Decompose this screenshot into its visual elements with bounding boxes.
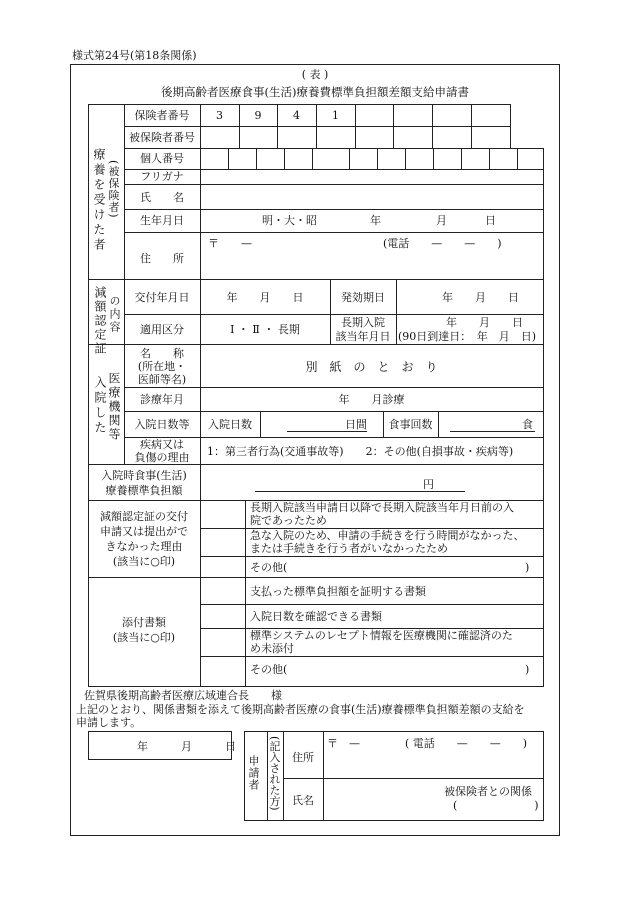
insurer-digit: 1 bbox=[332, 109, 339, 122]
reasons-label-4: (該当に○印) bbox=[112, 555, 176, 568]
long-stay-label-1: 長期入院 bbox=[341, 316, 385, 329]
applicant-label: 申請者 bbox=[247, 755, 260, 791]
birth-label: 生年月日 bbox=[140, 214, 184, 227]
addressee: 佐賀県後期高齢者医療広域連合長 様 bbox=[84, 689, 282, 702]
days-sub-label: 入院日数 bbox=[208, 418, 252, 431]
issue-date-value: 年 月 日 bbox=[226, 291, 304, 304]
effective-date-value: 年 月 日 bbox=[442, 291, 519, 304]
hospital-name-label-3: 医師等名) bbox=[137, 373, 187, 386]
meal-cost-label-1: 入院時食事(生活) bbox=[101, 469, 187, 482]
applicant-name-label: 氏名 bbox=[292, 794, 314, 807]
meal-cost-unit: 円 bbox=[423, 478, 434, 491]
insured-section-label: 療養を受けた者 bbox=[92, 148, 106, 253]
attachments-label-1: 添付書類 bbox=[122, 616, 166, 629]
attachments-label-2: (該当に○印) bbox=[112, 631, 176, 644]
relation-value: ( ) bbox=[453, 799, 539, 812]
hospital-name-label-2: (所在地・ bbox=[137, 360, 187, 373]
hospital-name-value: 別 紙 の と お り bbox=[305, 360, 438, 374]
reason-item-other-close: ) bbox=[525, 561, 530, 574]
insured-phone: (電話 — — ) bbox=[383, 237, 502, 250]
long-stay-date: 年 月 日 bbox=[446, 316, 523, 329]
category-label: 適用区分 bbox=[140, 323, 184, 336]
form-title: 後期高齢者医療食事(生活)療養費標準負担額差額支給申請書 bbox=[161, 85, 469, 99]
reason-item-2: 急な入院のため、申請の手続きを行う時間がなかった、 bbox=[250, 529, 525, 542]
furigana-label: フリガナ bbox=[140, 170, 184, 183]
cause-label-1: 疾病又は bbox=[140, 438, 184, 451]
insurer-digit: 9 bbox=[254, 109, 262, 122]
hospital-sub-label: 医療機関等 bbox=[107, 372, 121, 442]
insurer-number-label: 保険者番号 bbox=[134, 109, 190, 122]
attachment-item-1: 支払った標準負担額を証明する書類 bbox=[250, 585, 426, 598]
insurer-digit: 4 bbox=[293, 109, 300, 122]
postal-mark: 〒 — bbox=[208, 237, 252, 250]
hospital-section-label: 入院した bbox=[93, 376, 107, 436]
applicant-address-label: 住所 bbox=[292, 751, 314, 764]
long-stay-reach: (90日到達日： 年 月 日) bbox=[398, 330, 537, 343]
individual-number-label: 個人番号 bbox=[140, 152, 184, 165]
effective-date-label: 発効期日 bbox=[341, 291, 385, 304]
reasons-label-2: 申請又は提出がで bbox=[100, 525, 188, 538]
consult-label: 診療年月 bbox=[140, 393, 184, 406]
category-options: Ⅰ ・ Ⅱ ・ 長期 bbox=[230, 323, 300, 336]
reason-item-1: 院であったため bbox=[250, 514, 327, 527]
reasons-label-1: 減額認定証の交付 bbox=[100, 510, 188, 523]
form-number: 様式第24号(第18条関係) bbox=[72, 49, 197, 62]
attachment-item-3: め未添付 bbox=[250, 642, 294, 655]
reason-item-1: 長期入院該当申請日以降で長期入院該当年月日前の入 bbox=[250, 501, 514, 514]
meals-unit: 食 bbox=[522, 418, 533, 431]
form-side-label: ( 表 ) bbox=[301, 68, 329, 81]
relation-label: 被保険者との関係 bbox=[444, 785, 532, 798]
attachment-item-3: 標準システムのレセプト情報を医療機関に確認済のた bbox=[250, 629, 513, 642]
certificate-sub-label: の内容 bbox=[108, 295, 121, 334]
attachment-item-other: その他( bbox=[250, 663, 288, 676]
insurer-digit: 3 bbox=[216, 109, 223, 122]
statement-line-1: 上記のとおり、関係書類を添えて後期高齢者医療の食事(生活)療養標準負担額差額の支給を bbox=[76, 703, 525, 716]
application-date: 年 月 日 bbox=[137, 740, 236, 753]
reason-item-2: または手続きを行う者がいなかったため bbox=[250, 542, 448, 555]
consult-value: 年 月診療 bbox=[338, 393, 405, 406]
insured-number-label: 被保険者番号 bbox=[129, 131, 195, 144]
birth-era: 明・大・昭 bbox=[262, 214, 317, 227]
certificate-section-label: 減額認定証 bbox=[93, 286, 107, 356]
issue-date-label: 交付年月日 bbox=[134, 291, 190, 304]
meal-cost-label-2: 療養標準負担額 bbox=[105, 484, 183, 497]
days-label: 入院日数等 bbox=[134, 418, 190, 431]
days-unit: 日間 bbox=[345, 418, 367, 431]
reasons-label-3: きなかった理由 bbox=[105, 540, 183, 553]
statement-line-2: 申請します。 bbox=[76, 716, 142, 729]
birth-year: 年 bbox=[370, 214, 381, 227]
cause-label-2: 負傷の理由 bbox=[134, 451, 190, 464]
address-label: 住 所 bbox=[140, 252, 184, 265]
reason-item-other: その他( bbox=[250, 561, 288, 574]
birth-day: 日 bbox=[485, 214, 496, 227]
hospital-name-label-1: 名 称 bbox=[140, 347, 184, 360]
attachment-item-other-close: ) bbox=[525, 663, 530, 676]
attachment-item-2: 入院日数を確認できる書類 bbox=[250, 610, 382, 623]
birth-month: 月 bbox=[436, 214, 447, 227]
applicant-phone: ( 電話 — — ) bbox=[405, 737, 528, 750]
applicant-sub-label: (記入された方) bbox=[268, 736, 281, 811]
cause-value: 1：第三者行為(交通事故等) 2：その他(自損事故・疾病等) bbox=[207, 445, 514, 458]
applicant-postal: 〒 — bbox=[327, 737, 360, 750]
long-stay-label-2: 該当年月日 bbox=[335, 330, 391, 343]
meals-label: 食事回数 bbox=[388, 418, 433, 431]
insured-sub-label: (被保険者) bbox=[107, 160, 120, 219]
name-label: 氏 名 bbox=[140, 191, 184, 204]
